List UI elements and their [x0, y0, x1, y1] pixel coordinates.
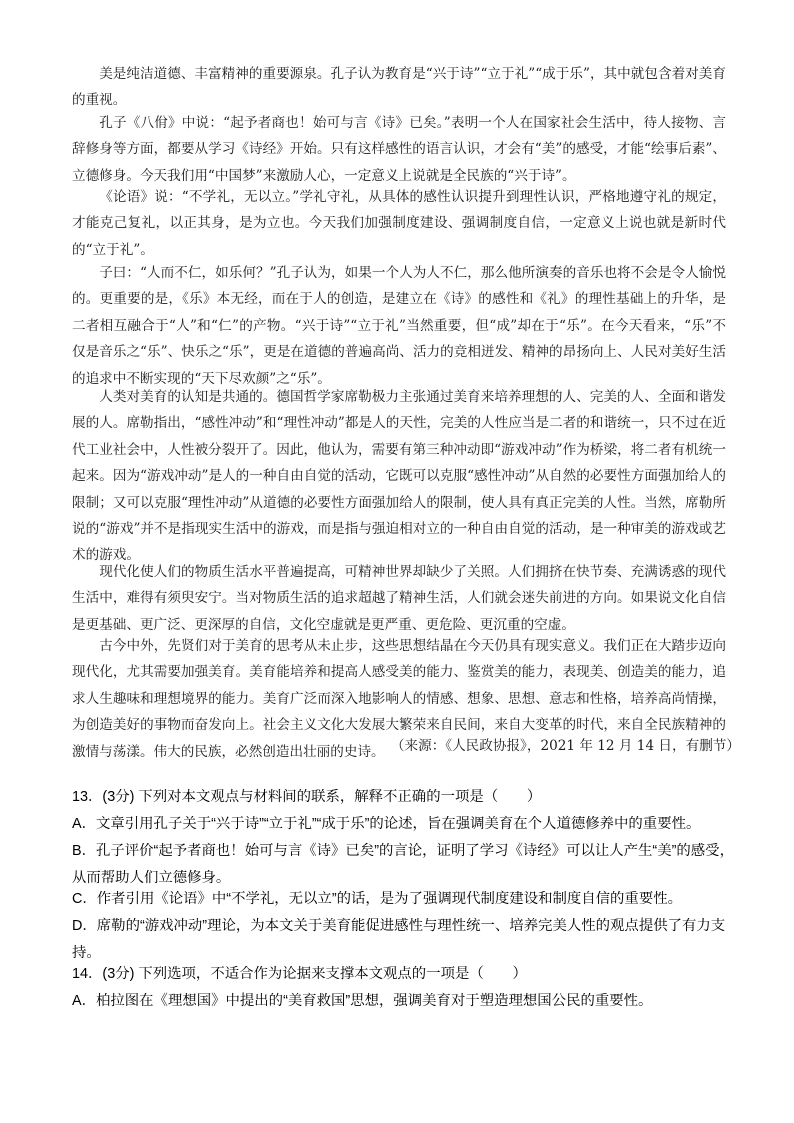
passage-paragraph-3: 《论语》说：“不学礼，无以立。”学礼守礼，从具体的感性认识提升到理性认识，严格地遵守礼的规定，才能克己复礼，以正其身，是为立也。今天我们加强制度建设、强调制度自信，一定意义上说也就是新时代的“立于礼”。 [72, 189, 726, 258]
passage-paragraph-2: 孔子《八佾》中说：“起予者商也！始可与言《诗》已矣。”表明一个人在国家社会生活中，待人接物、言辞修身等方面，都要从学习《诗经》开始。只有这样感性的语言认识，才会有“美”的感受，才能“绘事后素”、立德修身。今天我们用“中国梦”来激励人心，一定意义上说就是全民族的“兴于诗”。 [72, 115, 726, 184]
question-13-option-b: B．孔子评价“起予者商也！始可与言《诗》已矣”的言论，证明了学习《诗经》可以让人产生“美”的感受，从而帮助人们立德修身。 [72, 843, 734, 886]
passage-paragraph-1: 美是纯洁道德、丰富精神的重要源泉。孔子认为教育是“兴于诗”“立于礼”“成于乐”，其中就包含着对美育的重视。 [72, 66, 726, 109]
question-14-option-a: A．柏拉图在《理想国》中提出的“美育救国”思想，强调美育对于塑造理想国公民的重要性。 [72, 993, 653, 1009]
question-13-option-a: A．文章引用孔子关于“兴于诗”“立于礼”“成于乐”的论述，旨在强调美育在个人道德修养中的重要性。 [72, 816, 701, 832]
question-14-stem: 14．(3分) 下列选项，不适合作为论据来支撑本文观点的一项是（ ） [72, 966, 527, 982]
passage-source: （来源：《人民政协报》，2021 年 12 月 14 日，有删节） [390, 738, 740, 754]
passage-paragraph-5: 人类对美育的认知是共通的。德国哲学家席勒极力主张通过美育来培养理想的人、完美的人、全面和谐发展的人。席勒指出，“感性冲动”和“理性冲动”都是人的天性，完美的人性应当是二者的和谐统一，只不过在近代工业社会中，人性被分裂开了。因此，他认为，需要有第三种冲动即“游戏冲动”作为桥梁，将二者有机统一起来。因为“游戏冲动”是人的一种自由自觉的活动，它既可以克服“感性冲动”从自然的必要性方面强加给人的限制；又可以克服“理性冲动”从道德的必要性方面强加给人的限制，使人具有真正完美的人性。当然，席勒所说的“游戏”并不是指现实生活中的游戏，而是指与强迫相对立的一种自由自觉的活动，是一种审美的游戏或艺术的游戏。 [72, 389, 726, 564]
question-13-option-c: C．作者引用《论语》中“不学礼，无以立”的话，是为了强调现代制度建设和制度自信的重要性。 [72, 891, 682, 907]
question-13-option-d: D．席勒的“游戏冲动”理论，为本文关于美育能促进感性与理性统一、培养完美人性的观点提供了有力支持。 [72, 918, 726, 961]
passage-paragraph-6: 现代化使人们的物质生活水平普遍提高，可精神世界却缺少了关照。人们拥挤在快节奏、充满诱惑的现代生活中，难得有须臾安宁。当对物质生活的追求超越了精神生活，人们就会迷失前进的方向。如果说文化自信是更基础、更广泛、更深厚的自信，文化空虚就是更严重、更危险、更沉重的空虚。 [72, 564, 726, 633]
passage-paragraph-7: 古今中外，先贤们对于美育的思考从未止步，这些思想结晶在今天仍具有现实意义。我们正在大踏步迈向现代化，尤其需要加强美育。美育能培养和提高人感受美的能力、鉴赏美的能力，表现美、创造美的能力，追求人生趣味和理想境界的能力。美育广泛而深入地影响人的情感、想象、思想、意志和性格，培养高尚情操，为创造美好的事物而奋发向上。社会主义文化大发展大繁荣来自民间，来自大变革的时代，来自全民族精神的激情与荡漾。伟大的民族，必然创造出壮丽的史诗。 [72, 638, 726, 760]
passage-paragraph-4: 子曰：“人而不仁，如乐何？”孔子认为，如果一个人为人不仁，那么他所演奏的音乐也将不会是令人愉悦的。更重要的是，《乐》本无经，而在于人的创造，是建立在《诗》的感性和《礼》的理性基础上的升华，是二者相互融合于“人”和“仁”的产物。“兴于诗”“立于礼”当然重要，但“成”却在于“乐”。在今天看来，“乐”不仅是音乐之“乐”、快乐之“乐”，更是在道德的普遍高尚、活力的竞相迸发、精神的昂扬向上、人民对美好生活的追求中不断实现的“天下尽欢颜”之“乐”。 [72, 265, 726, 387]
question-13-stem: 13．(3分) 下列对本文观点与材料间的联系，解释不正确的一项是（ ） [72, 789, 542, 805]
